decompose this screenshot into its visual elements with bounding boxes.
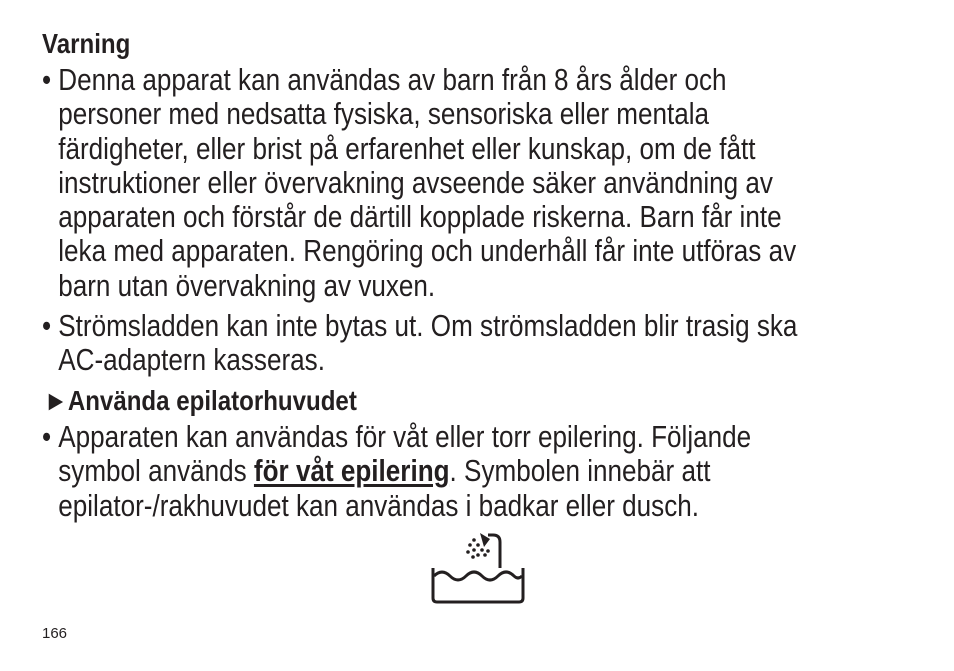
page-number: 166 (42, 625, 68, 642)
bullet-line: • Strömsladden kan inte bytas ut. Om strömsladden blir trasig ska (42, 309, 798, 343)
bullet-line: symbol används för våt epilering. Symbolen innebär att (58, 454, 711, 489)
bullet-item-wet-dry-use (42, 420, 906, 523)
bullet-marker: • (42, 309, 52, 343)
bullet-line: • Apparaten kan användas för våt eller torr epilering. Följande (42, 420, 752, 454)
bullet-line: • Denna apparat kan användas av barn från 8 års ålder och (42, 63, 727, 97)
bullet-line: leka med apparaten. Rengöring och underhåll får inte utföras av (58, 234, 797, 269)
section-heading-using-epilator-head (44, 384, 357, 418)
bullet-marker: • (42, 63, 52, 97)
subheading-text: Använda epilatorhuvudet (67, 385, 357, 416)
bullet-marker: • (42, 420, 52, 454)
bullet-line: epilator-/rakhuvudet kan användas i badkar eller dusch. (58, 488, 699, 523)
bullet-line: instruktioner eller övervakning avseende säker användning av (58, 165, 773, 200)
triangle-marker-icon: ► (44, 385, 68, 416)
bullet-line: färdigheter, eller brist på erfarenhet eller kunskap, om de fått (58, 131, 756, 166)
emphasis-wet-epilation: för våt epilering (253, 454, 450, 489)
bullet-line: personer med nedsatta fysiska, sensoriska eller mentala (58, 97, 710, 132)
bath-shower-icon (428, 530, 528, 606)
bullet-item-children-warning (42, 63, 906, 303)
section-heading-warning: Varning (42, 28, 131, 59)
bullet-line: apparaten och förstår de därtill kopplade riskerna. Barn får inte (58, 200, 782, 235)
bullet-line: AC-adaptern kasseras. (58, 343, 325, 378)
bullet-item-power-cord (42, 309, 906, 378)
bullet-line: barn utan övervakning av vuxen. (58, 268, 436, 303)
